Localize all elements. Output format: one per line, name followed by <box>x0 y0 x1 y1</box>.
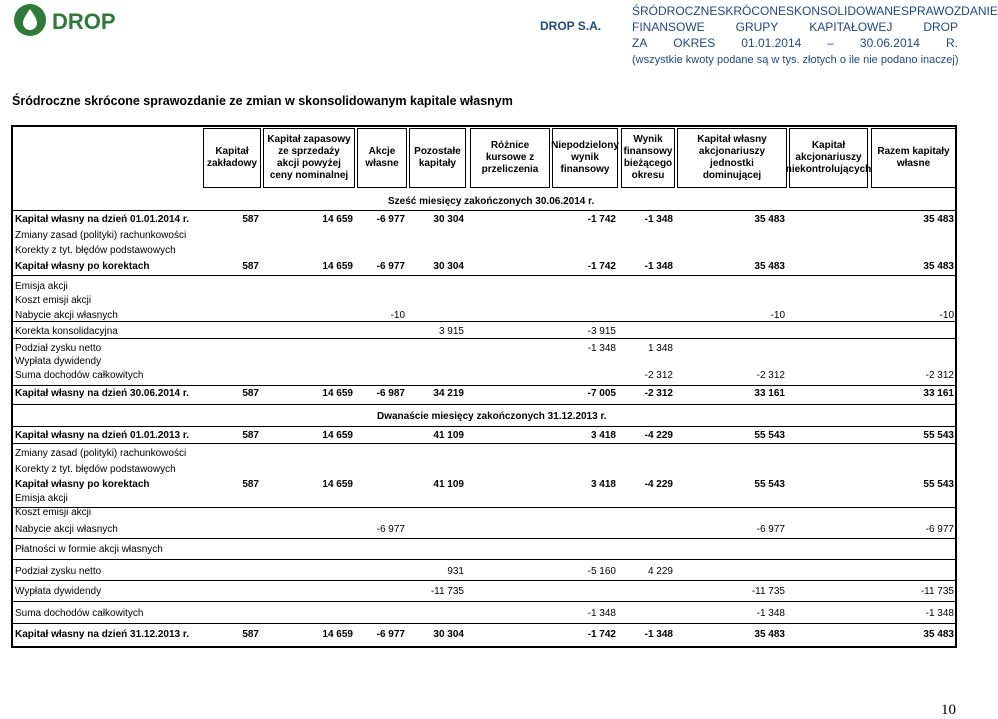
table-row <box>12 369 956 383</box>
column-header: Akcje własne <box>357 128 407 188</box>
cell-value: 587 <box>242 261 259 272</box>
cell-value: 587 <box>242 214 259 225</box>
column-header: Niepodzielony wynik finansowy <box>552 128 618 188</box>
cell-value: 3 418 <box>590 479 616 490</box>
section-title: Dwanaście miesięcy zakończonych 31.12.2013 r. <box>377 411 607 422</box>
report-header <box>632 3 998 68</box>
cell-value: 55 543 <box>923 479 954 490</box>
cell-value: 14 659 <box>322 430 353 441</box>
cell-value: -2 312 <box>756 370 785 381</box>
cell-value: -4 229 <box>644 479 673 490</box>
report-title-line <box>632 19 958 35</box>
cell-value: -6 987 <box>376 388 405 399</box>
row-label: Płatności w formie akcji własnych <box>15 544 163 555</box>
row-label: Nabycie akcji własnych <box>15 310 118 321</box>
row-label: Emisja akcji <box>15 493 68 504</box>
row-label: Nabycie akcji własnych <box>15 524 118 535</box>
table-row <box>12 543 956 557</box>
cell-value: -1 742 <box>587 261 616 272</box>
row-label: Podział zysku netto <box>15 566 102 577</box>
cell-value: -11 735 <box>430 586 464 597</box>
row-label: Korekty z tyt. błędów podstawowych <box>15 245 176 256</box>
cell-value: -10 <box>939 310 954 321</box>
cell-value: 587 <box>242 629 259 640</box>
table-row <box>12 213 956 227</box>
table-row <box>12 325 956 339</box>
row-separator <box>12 385 956 386</box>
cell-value: -2 312 <box>925 370 954 381</box>
cell-value: 55 543 <box>754 479 785 490</box>
report-title-word: DROP <box>923 20 958 34</box>
table-row <box>12 463 956 477</box>
row-separator <box>12 601 956 602</box>
cell-value: 30 304 <box>433 629 464 640</box>
report-title-word: 01.01.2014 <box>741 36 802 50</box>
cell-value: -4 229 <box>644 430 673 441</box>
cell-value: -1 348 <box>756 608 785 619</box>
cell-value: 41 109 <box>433 479 464 490</box>
row-label: Kapitał własny na dzień 01.01.2013 r. <box>15 430 189 441</box>
row-label: Koszt emisji akcji <box>15 507 92 518</box>
report-title-word: OKRES <box>673 36 716 50</box>
statement-title: Śródroczne skrócone sprawozdanie ze zmian w skonsolidowanym kapitale własnym <box>12 94 513 108</box>
report-title-word: KAPITAŁOWEJ <box>809 20 893 34</box>
row-label: Podział zysku netto <box>15 343 102 354</box>
table-row <box>12 607 956 621</box>
cell-value: -1 742 <box>587 629 616 640</box>
row-label: Kapitał własny na dzień 01.01.2014 r. <box>15 214 189 225</box>
table-row <box>12 229 956 243</box>
report-title-word: ZA <box>632 36 648 50</box>
report-title-line <box>632 35 958 51</box>
cell-value: -1 348 <box>925 608 954 619</box>
cell-value: 3 915 <box>438 326 464 337</box>
cell-value: 55 543 <box>754 430 785 441</box>
report-title-word: FINANSOWE <box>632 20 705 34</box>
cell-value: -11 735 <box>751 586 785 597</box>
column-header: Razem kapitały własne <box>871 128 956 188</box>
cell-value: 14 659 <box>322 214 353 225</box>
row-label: Koszt emisji akcji <box>15 295 92 306</box>
row-separator <box>12 580 956 581</box>
row-label: Kapitał własny na dzień 31.12.2013 r. <box>15 629 189 640</box>
report-title <box>632 3 998 51</box>
cell-value: 55 543 <box>923 430 954 441</box>
row-separator <box>12 507 956 508</box>
row-separator <box>12 404 956 405</box>
cell-value: -6 977 <box>376 629 405 640</box>
cell-value: 41 109 <box>433 430 464 441</box>
table-row <box>12 280 956 294</box>
cell-value: 35 483 <box>923 629 954 640</box>
cell-value: 14 659 <box>322 261 353 272</box>
cell-value: -6 977 <box>376 524 405 535</box>
cell-value: 587 <box>242 430 259 441</box>
cell-value: 1 348 <box>647 343 673 354</box>
cell-value: -1 742 <box>587 214 616 225</box>
cell-value: -1 348 <box>644 214 673 225</box>
report-title-word: GRUPY <box>735 20 779 34</box>
table-row <box>12 429 956 443</box>
report-title-word: ŚRÓDROCZNE <box>632 4 718 18</box>
cell-value: -1 348 <box>644 261 673 272</box>
table-row <box>12 565 956 579</box>
cell-value: -6 977 <box>376 261 405 272</box>
cell-value: -1 348 <box>587 343 616 354</box>
report-title-word: SKONSOLIDOWANE <box>786 4 901 18</box>
row-separator <box>12 623 956 624</box>
row-label: Wypłata dywidendy <box>15 586 102 597</box>
report-title-word: SKRÓCONE <box>717 4 787 18</box>
cell-value: 4 229 <box>647 566 673 577</box>
row-separator <box>12 559 956 560</box>
cell-value: -7 005 <box>587 388 616 399</box>
row-label: Wypłata dywidendy <box>15 356 102 367</box>
table-row <box>12 478 956 492</box>
table-row <box>12 585 956 599</box>
row-label: Zmiany zasad (polityki) rachunkowości <box>15 448 187 459</box>
table-row <box>12 342 956 356</box>
page-number: 10 <box>941 702 956 718</box>
column-header: Kapitał zapasowy ze sprzedaży akcji powyżej ceny nominalnej <box>263 128 355 188</box>
row-label: Kapitał własny na dzień 30.06.2014 r. <box>15 388 189 399</box>
row-label: Kapitał własny po korektach <box>15 479 150 490</box>
cell-value: -6 977 <box>376 214 405 225</box>
cell-value: -1 348 <box>644 629 673 640</box>
amount-note: (wszystkie kwoty podane są w tys. złotych o ile nie podano inaczej) <box>632 54 959 66</box>
cell-value: 35 483 <box>754 261 785 272</box>
cell-value: 14 659 <box>322 388 353 399</box>
cell-value: 30 304 <box>433 214 464 225</box>
row-separator <box>12 426 956 427</box>
cell-value: 33 161 <box>923 388 954 399</box>
row-separator <box>12 443 956 444</box>
cell-value: -2 312 <box>644 388 673 399</box>
cell-value: -10 <box>770 310 785 321</box>
cell-value: 35 483 <box>923 214 954 225</box>
row-label: Suma dochodów całkowitych <box>15 370 144 381</box>
row-separator <box>12 275 956 276</box>
row-separator <box>12 210 956 211</box>
row-label: Emisja akcji <box>15 281 68 292</box>
table-row <box>12 506 956 520</box>
table-row <box>12 447 956 461</box>
cell-value: 14 659 <box>322 479 353 490</box>
cell-value: -2 312 <box>644 370 673 381</box>
cell-value: -5 160 <box>587 566 616 577</box>
column-header: Różnice kursowe z przeliczenia <box>470 128 550 188</box>
row-separator <box>12 538 956 539</box>
cell-value: 587 <box>242 388 259 399</box>
row-label: Kapitał własny po korektach <box>15 261 150 272</box>
table-row <box>12 355 956 369</box>
table-row <box>12 387 956 401</box>
column-header: Pozostałe kapitały <box>409 128 466 188</box>
report-title-word: 30.06.2014 <box>859 36 920 50</box>
cell-value: 35 483 <box>754 629 785 640</box>
cell-value: -11 735 <box>920 586 954 597</box>
row-separator <box>12 321 956 322</box>
cell-value: 35 483 <box>754 214 785 225</box>
row-label: Suma dochodów całkowitych <box>15 608 144 619</box>
report-title-word: R. <box>945 36 958 50</box>
cell-value: 587 <box>242 479 259 490</box>
cell-value: -6 977 <box>925 524 954 535</box>
table-row <box>12 244 956 258</box>
row-label: Zmiany zasad (polityki) rachunkowości <box>15 230 187 241</box>
report-title-word: SPRAWOZDANIE <box>900 4 998 18</box>
table-row <box>12 523 956 537</box>
cell-value: -1 348 <box>587 608 616 619</box>
cell-value: 14 659 <box>322 629 353 640</box>
company-name: DROP S.A. <box>540 19 602 33</box>
table-row <box>12 492 956 506</box>
table-row <box>12 260 956 274</box>
cell-value: -3 915 <box>587 326 616 337</box>
cell-value: 34 219 <box>433 388 464 399</box>
cell-value: 35 483 <box>923 261 954 272</box>
report-title-word: – <box>827 36 834 50</box>
cell-value: -10 <box>390 310 405 321</box>
section-title: Sześć miesięcy zakończonych 30.06.2014 r. <box>388 196 595 207</box>
column-header: Kapitał akcjonariuszy niekontrolujących <box>789 128 868 188</box>
row-separator <box>12 338 956 339</box>
drop-logo <box>12 2 132 38</box>
column-header: Kapitał własny akcjonariuszy jednostki dominującej <box>677 128 787 188</box>
table-row <box>12 628 956 642</box>
column-header: Wynik finansowy bieżącego okresu <box>621 128 675 188</box>
row-label: Korekty z tyt. błędów podstawowych <box>15 464 176 475</box>
cell-value: -6 977 <box>756 524 785 535</box>
row-label: Korekta konsolidacyjna <box>15 326 118 337</box>
report-title-line <box>632 3 998 19</box>
table-row <box>12 294 956 308</box>
column-header: Kapitał zakładowy <box>203 128 261 188</box>
cell-value: 3 418 <box>590 430 616 441</box>
cell-value: 33 161 <box>754 388 785 399</box>
cell-value: 30 304 <box>433 261 464 272</box>
cell-value: 931 <box>447 566 464 577</box>
logo-text: DROP <box>52 9 116 34</box>
